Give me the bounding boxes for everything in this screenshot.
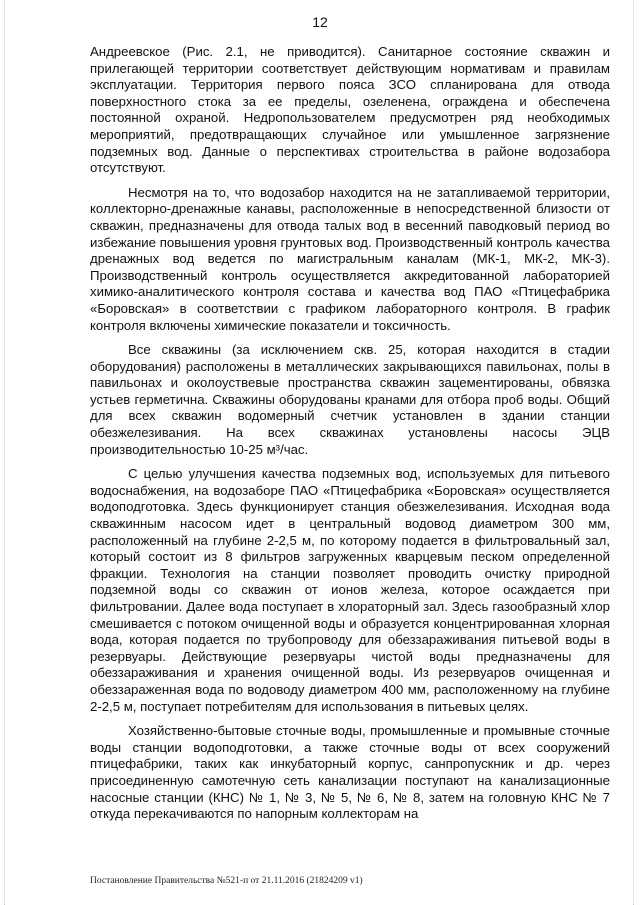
document-footer: Постановление Правительства №521-п от 21.11.2016 (21824209 v1) <box>90 876 363 886</box>
paragraph-2: Несмотря на то, что водозабор находится на не затапливаемой территории, коллекторно-дренажные канавы, расположенные в непосредственной близости от скважин, предназначены для отвода талых вод в весенний паводковый период во избежание повышения уровня грунтовых вод. Производственный контроль качества дренажных вод ведется по магистральным каналам (МК-1, МК-2, МК-3). Производственный контроль осуществляется аккредитованной лабораторией химико-аналитического контроля состава и качества вод ПАО «Птицефабрика «Боровская» в соответствии с графиком лабораторного контроля. В график контроля включены химические показатели и токсичность. <box>90 184 610 333</box>
page-number: 12 <box>312 14 328 30</box>
document-body <box>90 44 610 831</box>
paragraph-4: С целью улучшения качества подземных вод, используемых для питьевого водоснабжения, на водозаборе ПАО «Птицефабрика «Боровская» осуществляется водоподготовка. Здесь функционирует станция обезжелезивания. Исходная вода скважинным насосом идет в центральный водовод диаметром 300 мм, расположенный на глубине 2-2,5 м, по которому подается в фильтровальный зал, который состоит из 8 фильтров загруженных кварцевым песком определенной фракции. Технология на станции позволяет проводить очистку природной подземной воды со скважин от ионов железа, которое осаждается при фильтровании. Далее вода поступает в хлораторный зал. Здесь газообразный хлор смешивается с потоком очищенной воды и образуется концентрированная хлорная вода, которая подается по трубопроводу для обеззараживания питьевой воды в резервуары. Действующие резервуары чистой воды предназначены для обеззараживания и хранения очищенной воды. Из резервуаров очищенная и обеззараженная вода по водоводу диаметром 400 мм, расположенному на глубине 2-2,5 м, поступает потребителям для использования в питьевых целях. <box>90 466 610 714</box>
right-margin-dotted-line <box>633 0 635 905</box>
paragraph-5: Хозяйственно-бытовые сточные воды, промышленные и промывные сточные воды станции водоподготовки, а также сточные воды от всех сооружений птицефабрики, таких как инкубаторный корпус, санпропускник и др. через присоединенную самотечную сеть канализации поступают на канализационные насосные станции (КНС) № 1, № 3, № 5, № 6, № 8, затем на головную КНС № 7 откуда перекачиваются по напорным коллекторам на <box>90 723 610 822</box>
left-margin-dotted-line <box>4 0 6 905</box>
paragraph-1: Андреевское (Рис. 2.1, не приводится). Санитарное состояние скважин и прилегающей территории соответствует действующим нормативам и правилам эксплуатации. Территория первого пояса ЗСО спланирована для отвода поверхностного стока за ее пределы, озеленена, ограждена и обеспечена постоянной охраной. Недропользователем предусмотрен ряд необходимых мероприятий, предотвращающих случайное или умышленное загрязнение подземных вод. Данные о перспективах строительства в районе водозабора отсутствуют. <box>90 44 610 176</box>
paragraph-3: Все скважины (за исключением скв. 25, которая находится в стадии оборудования) расположены в металлических закрывающихся павильонах, полы в павильонах и околоуствевые пространства скважин зацементированы, обвязка устьев герметична. Скважины оборудованы кранами для отбора проб воды. Общий для всех скважин водомерный счетчик установлен в здании станции обезжелезивания. На всех скважинах установлены насосы ЭЦВ производительностью 10-25 м³/час. <box>90 342 610 457</box>
